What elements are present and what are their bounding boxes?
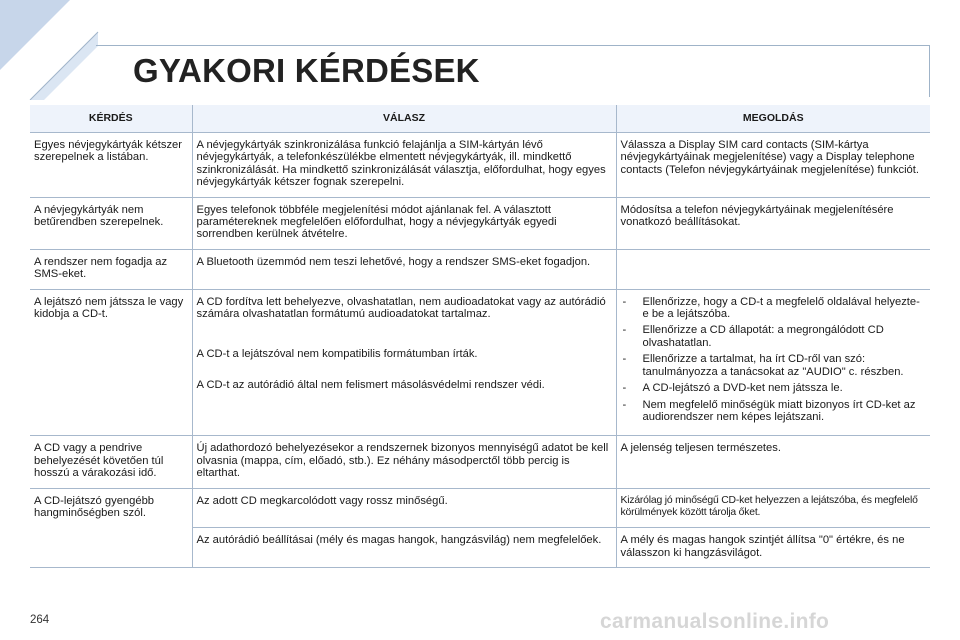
question-cell: A CD-lejátszó gyengébb hangminőségben szól. xyxy=(30,488,192,568)
watermark: carmanualsonline.info xyxy=(600,610,830,633)
solution-cell: A mély és magas hangok szintjét állítsa "0" értékre, és ne válasszon ki hangzásvilágot. xyxy=(616,528,930,568)
list-item: - Ellenőrizze a tartalmat, ha írt CD-ről van szó: tanulmányozza a tanácsokat az "AUDIO" c. részben. xyxy=(621,353,927,378)
table-header-row xyxy=(30,105,930,133)
header-question: KÉRDÉS xyxy=(30,105,192,133)
table-row xyxy=(30,133,930,198)
list-item: - A CD-lejátszó a DVD-ket nem játssza le. xyxy=(621,382,927,394)
header-solution: MEGOLDÁS xyxy=(616,105,930,133)
answer-text: A CD-t az autórádió által nem felismert másolásvédelmi rendszer védi. xyxy=(196,378,545,391)
page-number: 264 xyxy=(30,614,50,626)
solution-cell: Módosítsa a telefon névjegykártyáinak megjelenítésére vonatkozó beállításokat. xyxy=(616,197,930,249)
question-cell: A névjegykártyák nem betűrendben szerepelnek. xyxy=(30,197,192,249)
table-row xyxy=(30,488,930,528)
solution-cell xyxy=(616,249,930,289)
question-cell: A lejátszó nem játssza le vagy kidobja a CD-t. xyxy=(30,289,192,436)
header-answer: VÁLASZ xyxy=(192,105,616,133)
question-cell: A CD vagy a pendrive behelyezését követően túl hosszú a várakozási idő. xyxy=(30,436,192,488)
table-row xyxy=(30,289,930,436)
answer-cell: Egyes telefonok többféle megjelenítési módot ajánlanak fel. A választott paramétereknek megfelelően előfordulhat, hogy a névjegykártyák egyedi sorrendben kerülnek átvételre. xyxy=(192,197,616,249)
page-title: GYAKORI KÉRDÉSEK xyxy=(133,52,480,89)
table-row xyxy=(30,249,930,289)
solution-cell: Kizárólag jó minőségű CD-ket helyezzen a lejátszóba, és megfelelő körülmények között tárolja őket. xyxy=(616,488,930,528)
solution-list xyxy=(621,296,927,424)
faq-table xyxy=(30,105,930,568)
answer-text: A CD fordítva lett behelyezve, olvashatatlan, nem audioadatokat vagy az autórádió számára olvashatatlan formátumú audioadatokat tartalmaz. xyxy=(196,295,606,321)
solution-cell: Válassza a Display SIM card contacts (SIM-kártya névjegykártyáinak megjelenítése) vagy a Display telephone contacts (Telefon névjegykártyáinak megjelenítése) funkciót. xyxy=(616,133,930,198)
table-row xyxy=(30,197,930,249)
answer-cell: A Bluetooth üzemmód nem teszi lehetővé, hogy a rendszer SMS-eket fogadjon. xyxy=(192,249,616,289)
answer-cell xyxy=(192,289,616,436)
list-item: - Ellenőrizze, hogy a CD-t a megfelelő oldalával helyezte-e be a lejátszóba. xyxy=(621,296,927,321)
answer-cell: Új adathordozó behelyezésekor a rendszernek bizonyos mennyiségű adatot be kell olvasnia (mappa, cím, előadó, stb.). Ez néhány másodperctől több percig is eltarthat. xyxy=(192,436,616,488)
answer-cell: Az adott CD megkarcolódott vagy rossz minőségű. xyxy=(192,488,616,528)
solution-cell xyxy=(616,289,930,436)
question-cell: A rendszer nem fogadja az SMS-eket. xyxy=(30,249,192,289)
answer-text: A CD-t a lejátszóval nem kompatibilis formátumban írták. xyxy=(196,348,478,361)
question-cell: Egyes névjegykártyák kétszer szerepelnek a listában. xyxy=(30,133,192,198)
solution-cell: A jelenség teljesen természetes. xyxy=(616,436,930,488)
list-item: - Ellenőrizze a CD állapotát: a megrongálódott CD olvashatatlan. xyxy=(621,324,927,349)
answer-cell: Az autórádió beállításai (mély és magas hangok, hangzásvilág) nem megfelelőek. xyxy=(192,528,616,568)
answer-cell: A névjegykártyák szinkronizálása funkció felajánlja a SIM-kártyán lévő névjegykártyák, a telefonkészülékbe elmentett névjegykártyák, ill. mindkettő szinkronizálását. Ha mindkettő szinkronizálását választja, előfordulhat, hogy egyes névjegykártyák kétszer fognak szerepelni. xyxy=(192,133,616,198)
list-item: - Nem megfelelő minőségük miatt bizonyos írt CD-ket az audiorendszer nem képes lejátszani. xyxy=(621,399,927,424)
table-row xyxy=(30,436,930,488)
corner-decoration xyxy=(0,0,110,100)
